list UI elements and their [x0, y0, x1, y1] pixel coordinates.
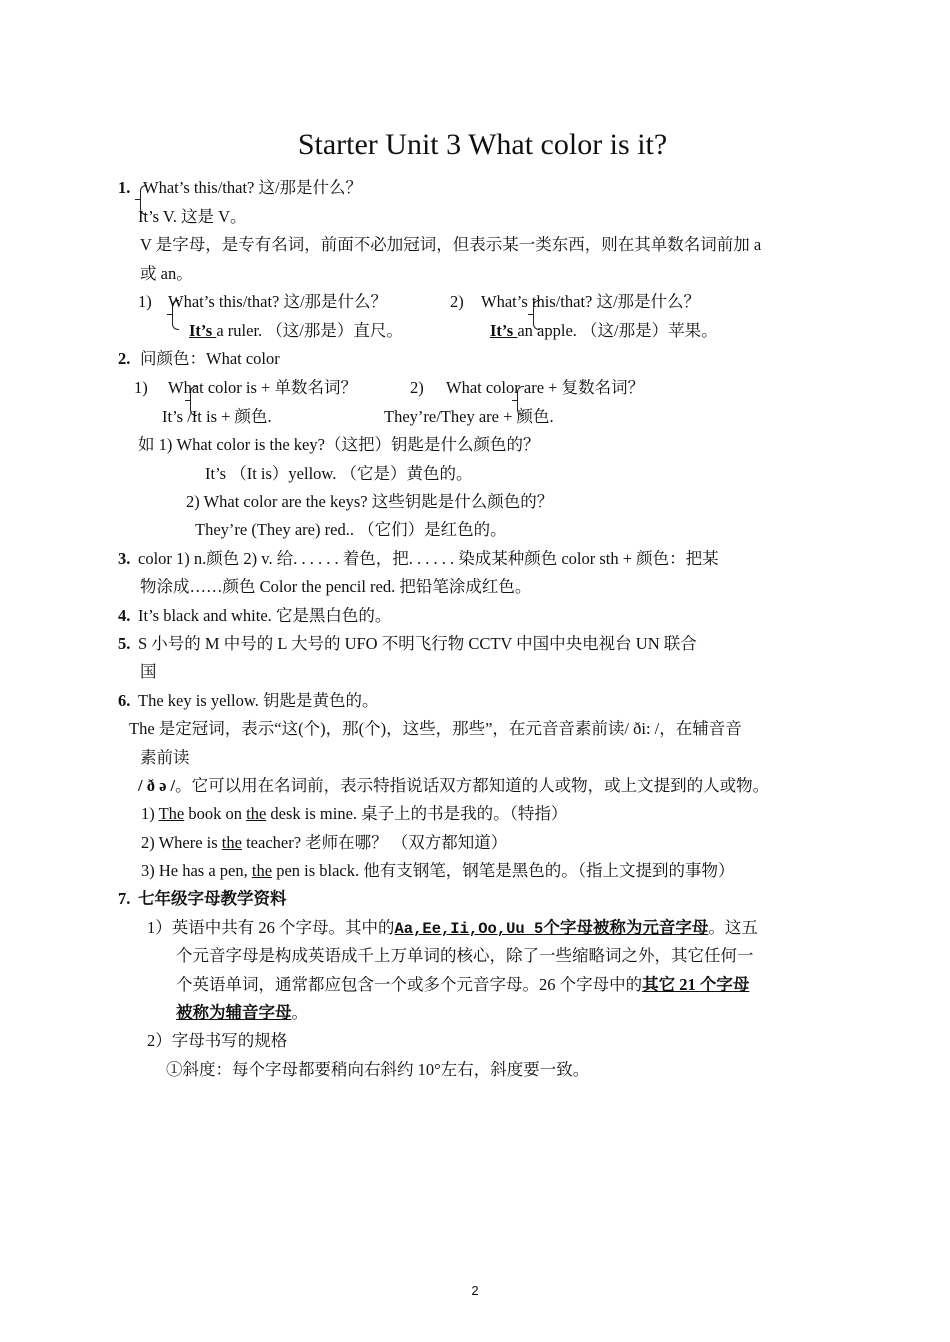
para-text: 1）英语中共有 26 个字母。其中的	[147, 918, 395, 937]
the-underlined: the	[246, 804, 267, 823]
section-6-example-3	[141, 860, 735, 882]
consonant-term: 被称为辅音字母	[176, 1003, 292, 1022]
section-1-number: 1.	[118, 178, 131, 197]
section-7-para-1-line4	[176, 1002, 308, 1024]
section-7-para-1-line3	[176, 974, 749, 996]
section-6-line3: 素前读	[140, 748, 190, 767]
section-1-note-line1: V 是字母，是专有名词，前面不必加冠词，但表示某一类东西，则在其单数名词前加 a	[140, 235, 762, 254]
phonetic-the: / ð ə /	[138, 776, 176, 795]
section-1-note-line2: 或 an。	[140, 264, 193, 283]
section-2-pattern-2-label: 2)	[410, 378, 424, 397]
section-6-line1: The key is yellow. 钥匙是黄色的。	[138, 691, 379, 710]
section-1-example-1-question: What’s this/that? 这/那是什么？	[168, 292, 388, 311]
section-3-line1: color 1) n.颜色 2) v. 给. . . . . . 着色，把. . . . . . 染成某种颜色 color sth + 颜色：把某	[138, 549, 719, 568]
answer-text: an apple. （这/那是）苹果。	[517, 321, 718, 340]
consonant-count: 其它 21 个字母	[642, 975, 750, 994]
section-7-para-1-line1	[147, 917, 758, 940]
section-2-example-1: 如 1) What color is the key?（这把）钥匙是什么颜色的？	[138, 435, 540, 454]
the-underlined: the	[251, 861, 273, 880]
section-2-pattern-1-question: What color is + 单数名词？	[168, 378, 357, 397]
its-underlined: It’s	[189, 321, 217, 340]
section-5-line1: S 小号的 M 中号的 L 大号的 UFO 不明飞行物 CCTV 中国中央电视台 UN 联合	[138, 634, 697, 653]
section-5-line2: 国	[140, 662, 157, 681]
section-1-example-2-answer	[490, 320, 718, 342]
section-2-pattern-1-label: 1)	[134, 378, 148, 397]
section-6-example-1	[141, 803, 567, 825]
section-2-pattern-1-answer: It’s /It is + 颜色.	[162, 407, 272, 426]
section-6-number: 6.	[118, 691, 131, 710]
para-text: 个英语单词，通常都应包含一个或多个元音字母。26 个字母中的	[176, 975, 643, 994]
the-underlined: The	[158, 804, 185, 823]
vowel-letters: Aa,Ee,Ii,Oo,Uu 5	[394, 920, 544, 938]
ex-mid: book on	[184, 804, 247, 823]
section-5-number: 5.	[118, 634, 131, 653]
ex-post: pen is black. 他有支钢笔，钢笔是黑色的。（指上文提到的事物）	[272, 861, 735, 880]
section-4-number: 4.	[118, 606, 131, 625]
answer-text: a ruler. （这/那是）直尺。	[216, 321, 403, 340]
ex-post: desk is mine. 桌子上的书是我的。（特指）	[266, 804, 568, 823]
page-title: Starter Unit 3 What color is it?	[297, 128, 668, 161]
section-2-pattern-2-answer: They’re/They are + 颜色.	[384, 407, 554, 426]
section-2-example-2: 2) What color are the keys? 这些钥匙是什么颜色的？	[186, 492, 554, 511]
line4-text: 。它可以用在名词前，表示特指说话双方都知道的人或物，或上文提到的人或物。	[175, 776, 770, 795]
ex-prefix: 3) He has a pen,	[141, 861, 252, 880]
section-1-example-2-label: 2)	[450, 292, 464, 311]
ex-prefix: 1)	[141, 804, 159, 823]
section-7-heading: 七年级字母教学资料	[138, 889, 287, 908]
section-2-heading: 问颜色：What color	[140, 349, 280, 368]
section-2-pattern-2-question: What color are + 复数名词？	[446, 378, 645, 397]
ex-post: teacher? 老师在哪？ （双方都知道）	[241, 833, 508, 852]
section-6-line2: The 是定冠词，表示“这(个)，那(个)，这些，那些”，在元音音素前读/ ði: /，在辅音音	[129, 719, 742, 738]
section-4-text: It’s black and white. 它是黑白色的。	[138, 606, 392, 625]
vowel-term: 个字母被称为元音字母	[543, 918, 709, 937]
section-7-para-2-item: ①斜度：每个字母都要稍向右斜约 10°左右，斜度要一致。	[166, 1060, 590, 1079]
section-1-example-1-answer	[189, 320, 403, 342]
section-3-number: 3.	[118, 549, 131, 568]
section-1-answer: It’s V. 这是 V。	[138, 207, 247, 226]
section-7-para-2: 2）字母书写的规格	[147, 1031, 288, 1050]
section-1-example-2-question: What’s this/that? 这/那是什么？	[481, 292, 701, 311]
the-underlined: the	[221, 833, 242, 852]
section-3-line2: 物涂成……颜色 Color the pencil red. 把铅笔涂成红色。	[140, 577, 532, 596]
section-6-line4	[138, 775, 769, 797]
ex-prefix: 2) Where is	[141, 833, 222, 852]
section-1-example-1-label: 1)	[138, 292, 152, 311]
para-text: 。这五	[708, 918, 758, 937]
section-1-question: What’s this/that? 这/那是什么？	[143, 178, 363, 197]
page-number: 2	[471, 1283, 479, 1298]
section-6-example-2	[141, 832, 507, 854]
section-7-number: 7.	[118, 889, 131, 908]
para-text: 。	[291, 1003, 308, 1022]
its-underlined: It’s	[490, 321, 518, 340]
section-2-example-1-answer: It’s （It is）yellow. （它是）黄色的。	[205, 464, 473, 483]
section-2-example-2-answer: They’re (They are) red.. （它们）是红色的。	[195, 520, 507, 539]
section-2-number: 2.	[118, 349, 131, 368]
section-7-para-1-line2: 个元音字母是构成英语成千上万单词的核心，除了一些缩略词之外，其它任何一	[176, 946, 754, 965]
